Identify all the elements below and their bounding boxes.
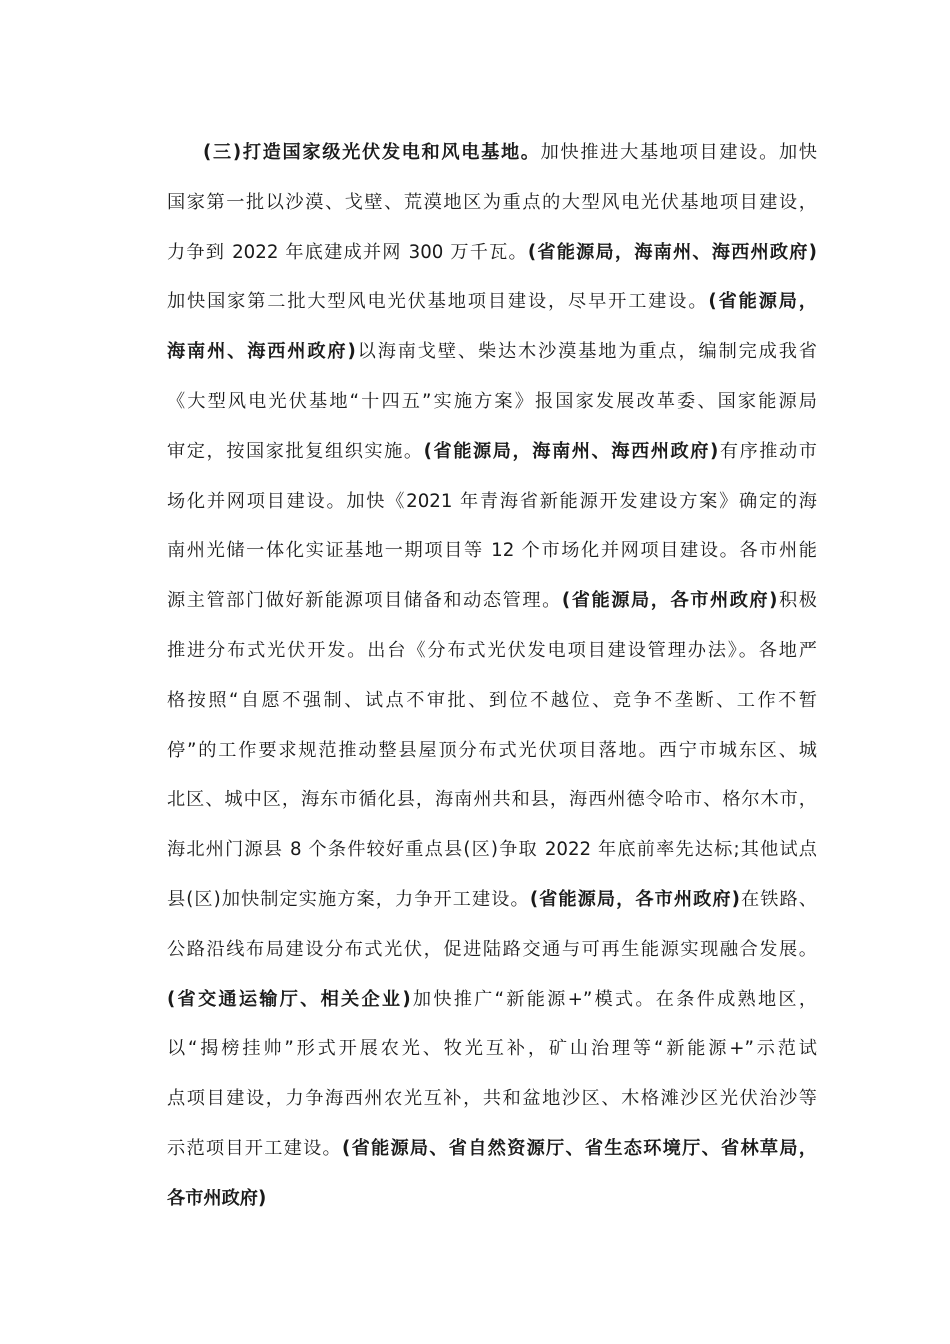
responsible-agency-text: 海南州、海西州政府) <box>167 341 356 363</box>
responsible-agency-text: (省交通运输厅、相关企业) <box>167 988 411 1010</box>
body-text: 在铁路、 <box>740 888 817 910</box>
body-text: 格按照“自愿不强制、试点不审批、到位不越位、竞争不垄断、工作不暂 <box>167 689 817 711</box>
text-line <box>167 975 817 1025</box>
body-text: 积极 <box>777 590 817 612</box>
text-line <box>167 875 817 925</box>
responsible-agency-text: (省能源局、省自然资源厅、省生态环境厅、省林草局， <box>342 1137 817 1159</box>
text-line <box>167 1174 817 1224</box>
text-line <box>167 726 817 776</box>
body-text: 示范项目开工建设。 <box>167 1137 342 1159</box>
text-line <box>167 1124 817 1174</box>
text-line <box>167 1074 817 1124</box>
text-line <box>167 676 817 726</box>
document-body <box>167 128 817 1224</box>
body-text: 公路沿线布局建设分布式光伏，促进陆路交通与可再生能源实现融合发展。 <box>167 938 817 960</box>
body-text: 以“揭榜挂帅”形式开展农光、牧光互补，矿山治理等“新能源+”示范试 <box>167 1038 817 1060</box>
body-text: 县(区)加快制定实施方案，力争开工建设。 <box>167 888 530 910</box>
text-line <box>167 178 817 228</box>
text-line <box>167 925 817 975</box>
responsible-agency-text: (省能源局，海南州、海西州政府) <box>423 440 719 462</box>
text-line <box>167 626 817 676</box>
text-line <box>167 775 817 825</box>
body-text: 北区、城中区，海东市循化县，海南州共和县，海西州德令哈市、格尔木市， <box>167 789 817 811</box>
responsible-agency-text: (省能源局，海南州、海西州政府) <box>527 241 817 263</box>
text-line <box>167 526 817 576</box>
body-text: 停”的工作要求规范推动整县屋顶分布式光伏项目落地。西宁市城东区、城 <box>167 739 817 761</box>
body-text: 海北州门源县 8 个条件较好重点县(区)争取 2022 年底前率先达标;其他试点 <box>167 839 817 861</box>
text-line <box>167 228 817 278</box>
body-text: 《大型风电光伏基地“十四五”实施方案》报国家发展改革委、国家能源局 <box>167 390 817 412</box>
text-line <box>167 327 817 377</box>
body-text: 推进分布式光伏开发。出台《分布式光伏发电项目建设管理办法》。各地严 <box>167 639 817 661</box>
body-text: 审定，按国家批复组织实施。 <box>167 440 424 462</box>
text-line <box>167 128 817 178</box>
responsible-agency-text: (省能源局，各市州政府) <box>529 888 740 910</box>
responsible-agency-text: (三)打造国家级光伏发电和风电基地。 <box>203 142 541 163</box>
body-text: 点项目建设，力争海西州农光互补，共和盆地沙区、木格滩沙区光伏治沙等 <box>167 1088 817 1110</box>
body-text: 国家第一批以沙漠、戈壁、荒漠地区为重点的大型风电光伏基地项目建设， <box>167 191 817 213</box>
body-text: 加快推广“新能源+”模式。在条件成熟地区， <box>410 988 818 1010</box>
responsible-agency-text: (省能源局， <box>708 291 817 313</box>
text-line <box>167 477 817 527</box>
text-line <box>167 1024 817 1074</box>
body-text: 南州光储一体化实证基地一期项目等 12 个市场化并网项目建设。各市州能 <box>167 540 817 562</box>
body-text: 加快国家第二批大型风电光伏基地项目建设，尽早开工建设。 <box>167 291 709 313</box>
body-text: 以海南戈壁、柴达木沙漠基地为重点，编制完成我省 <box>355 341 817 363</box>
text-line <box>167 377 817 427</box>
body-text: 加快推进大基地项目建设。加快 <box>540 142 817 163</box>
responsible-agency-text: (省能源局，各市州政府) <box>561 590 778 612</box>
responsible-agency-text: 各市州政府) <box>167 1187 267 1209</box>
body-text: 力争到 2022 年底建成并网 300 万千瓦。 <box>167 241 528 263</box>
body-text: 源主管部门做好新能源项目储备和动态管理。 <box>167 590 562 612</box>
text-line <box>167 576 817 626</box>
text-line <box>167 825 817 875</box>
body-text: 场化并网项目建设。加快《2021 年青海省新能源开发建设方案》确定的海 <box>167 490 817 512</box>
text-line <box>167 427 817 477</box>
body-text: 有序推动市 <box>718 440 817 462</box>
text-line <box>167 277 817 327</box>
